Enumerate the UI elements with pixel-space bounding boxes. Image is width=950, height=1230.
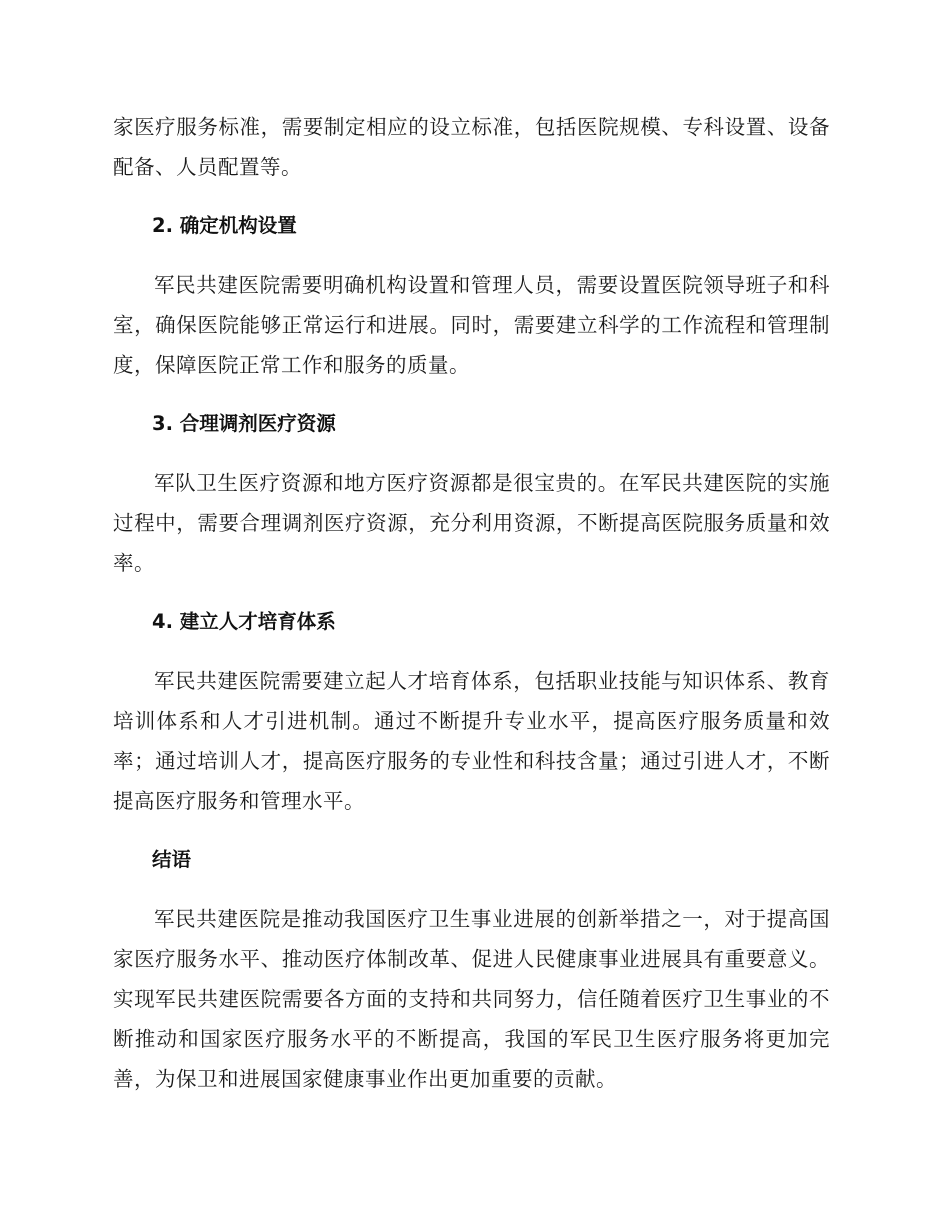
paragraph-talent-cultivation: 军民共建医院需要建立起人才培育体系，包括职业技能与知识体系、教育培训体系和人才引进机制。通过不断提升专业水平，提高医疗服务质量和效率；通过培训人才，提高医疗服务的专业性和科技含量；通过引进人才，不断提高医疗服务和管理水平。 — [113, 669, 830, 813]
heading-section-3: 3. 合理调剂医疗资源 — [152, 412, 336, 435]
paragraph-resource-allocation: 军队卫生医疗资源和地方医疗资源都是很宝贵的。在军民共建医院的实施过程中，需要合理调剂医疗资源，充分利用资源，不断提高医院服务质量和效率。 — [113, 471, 830, 575]
heading-section-2: 2. 确定机构设置 — [152, 214, 297, 237]
paragraph-institution-setup: 军民共建医院需要明确机构设置和管理人员，需要设置医院领导班子和科室，确保医院能够正常运行和进展。同时，需要建立科学的工作流程和管理制度，保障医院正常工作和服务的质量。 — [113, 273, 830, 377]
paragraph-conclusion: 军民共建医院是推动我国医疗卫生事业进展的创新举措之一，对于提高国家医疗服务水平、推动医疗体制改革、促进人民健康事业进展具有重要意义。实现军民共建医院需要各方面的支持和共同努力，信任随着医疗卫生事业的不断推动和国家医疗服务水平的不断提高，我国的军民卫生医疗服务将更加完善，为保卫和进展国家健康事业作出更加重要的贡献。 — [113, 907, 830, 1091]
document-body — [113, 107, 830, 1118]
heading-conclusion: 结语 — [152, 848, 192, 871]
heading-section-4: 4. 建立人才培育体系 — [152, 610, 336, 633]
paragraph-establishment-standards-continued: 家医疗服务标准，需要制定相应的设立标准，包括医院规模、专科设置、设备配备、人员配置等。 — [113, 115, 830, 179]
